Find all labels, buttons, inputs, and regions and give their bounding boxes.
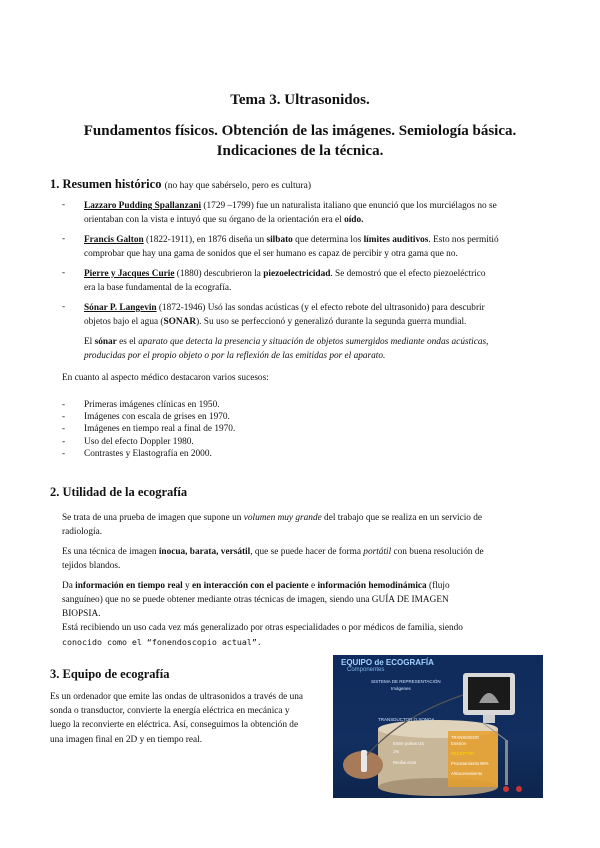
figure-label-probe: TRANSDUCTOR O SONDA — [378, 717, 435, 722]
figure-label-images: Imágenes — [391, 686, 411, 691]
equipment-description: Es un ordenador que emite las ondas de ultrasonidos a través de una sonda o transductor, convierte la energía eléctrica en mecánica y luego la reconvierte en eléctrica. Así, conseguimos la obtención de una imagen final en 2D y en tiempo real. — [50, 692, 304, 745]
subtitle-line-2: Indicaciones de la técnica. — [216, 143, 384, 159]
document-title: Tema 3. Ultrasonidos. — [230, 92, 370, 108]
medical-events-list — [62, 399, 235, 460]
figure-label-storage: Almacenamiento — [451, 771, 483, 776]
monitor-stand — [483, 715, 495, 723]
history-item-spallanzani: Lazzaro Pudding Spallanzani (1729 –1799) fue un naturalista italiano que enunció que los murciélagos no se orientaban con la vista e intuyó que su órgano de la orientación era el oído. — [84, 201, 497, 225]
figure-label-system: SISTEMA DE REPRESENTACIÓN — [371, 679, 441, 684]
figure-label-transmitter: TRANSMISOR — [451, 735, 479, 740]
subtitle-line-1: Fundamentos físicos. Obtención de las imágenes. Semiología básica. — [83, 123, 517, 139]
list-item: - Imágenes con escala de grises en 1970. — [62, 412, 230, 423]
figure-label-receiver: RECEPTOR — [451, 751, 475, 756]
probe-shape — [361, 750, 367, 772]
wheel — [516, 786, 522, 792]
bullet-dash: - — [62, 302, 66, 312]
bullet-dash: - — [62, 268, 66, 278]
history-item-langevin: Sónar P. Langevin (1872-1946) Usó las sondas acústicas (y el efecto rebote del ultrasonido) para descubrir objetos bajo el agua (SONAR). Su uso se perfeccionó y generalizó durante la segunda guerra mundial. — [84, 303, 485, 327]
stand-pole — [505, 740, 508, 785]
section-heading-2: 2. Utilidad de la ecografía — [50, 485, 188, 499]
list-item: - Primeras imágenes clínicas en 1950. — [62, 400, 220, 410]
list-item: - Uso del efecto Doppler 1980. — [62, 436, 194, 447]
figure-title: EQUIPO de ECOGRAFÍA — [341, 658, 434, 667]
figure-subtitle: Componentes — [347, 667, 385, 673]
equipment-illustration — [333, 655, 543, 798]
sonar-definition: El sónar es el aparato que detecta la presencia y situación de objetos sumergidos mediante ondas acústicas, producidas por el propio objeto o por la reflexión de las emitidas por el aparato. — [84, 337, 489, 361]
section-heading-3: 3. Equipo de ecografía — [50, 667, 170, 681]
bullet-dash: - — [62, 234, 66, 244]
figure-label-receive: Recibe ecos — [393, 760, 417, 765]
utility-paragraph-4: Está recibiendo un uso cada vez más generalizado por otras especialidades o por médicos de familia, siendo conocido como el “fonendoscopio actual”. — [62, 623, 463, 647]
bullet-dash: - — [62, 200, 66, 210]
history-item-galton: Francis Galton (1822-1911), en 1876 diseña un silbato que determina los límites auditivos. Esto nos permitió comprobar que hay una gama de sonidos que el ser humano es capaz de percibir y otra gama que no. — [84, 235, 499, 259]
figure-label-processing: Procesamiento 99% — [451, 761, 489, 766]
medical-intro: En cuanto al aspecto médico destacaron varios sucesos: — [62, 373, 269, 383]
utility-paragraph-1: Se trata de una prueba de imagen que supone un volumen muy grande del trabajo que se realiza en un servicio de radiología. — [62, 513, 483, 537]
list-item: - Contrastes y Elastografía en 2000. — [62, 448, 212, 459]
figure-label-transmitter-sub: Emisión — [451, 741, 466, 746]
history-item-curie: Pierre y Jacques Curie (1880) descubrieron la piezoelectricidad. Se demostró que el efecto piezoeléctrico era la base fundamental de la ecografía. — [84, 269, 486, 293]
list-item: - Imágenes en tiempo real a final de 1970. — [62, 424, 236, 435]
section-heading-1: 1. Resumen histórico (no hay que sabérselo, pero es cultura) — [50, 177, 311, 191]
wheel — [503, 786, 509, 792]
figure-label-pct: 1% — [393, 749, 400, 754]
document-subtitle — [0, 121, 600, 161]
utility-paragraph-2: Es una técnica de imagen inocua, barata, versátil, que se puede hacer de forma portátil con buena resolución de tejidos blandos. — [62, 547, 484, 571]
section-1-note: (no hay que sabérselo, pero es cultura) — [164, 181, 311, 191]
utility-paragraph-3: Da información en tiempo real y en interacción con el paciente e información hemodinámica (flujo sanguíneo) que no se puede obtener mediante otras técnicas de imagen, siendo una GUÍA DE IMAGEN BIOPSIA. — [62, 581, 450, 619]
figure-label-emit: Emite pulsos US — [393, 741, 424, 746]
ultrasound-equipment-figure — [333, 655, 543, 798]
